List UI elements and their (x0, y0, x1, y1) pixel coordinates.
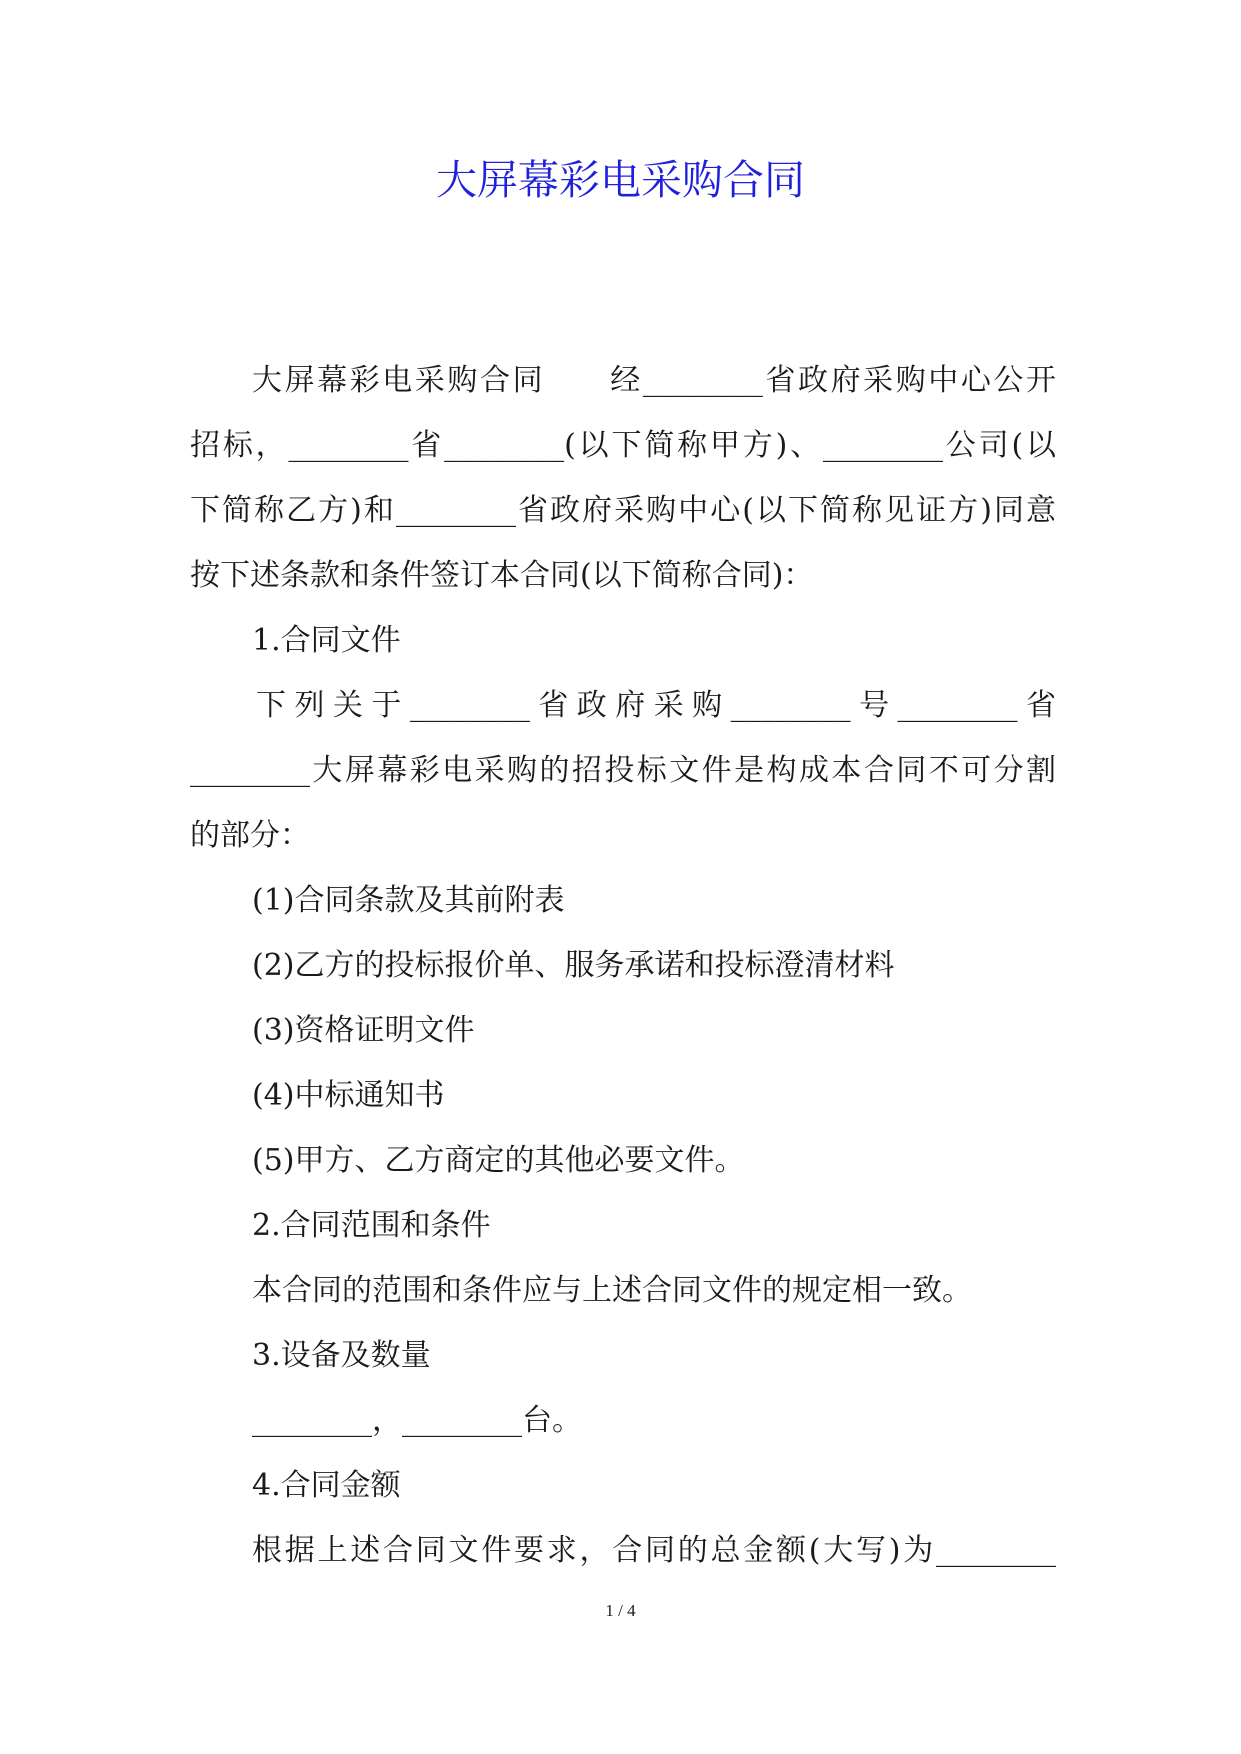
list-item: (2)乙方的投标报价单、服务承诺和投标澄清材料 (252, 948, 895, 983)
body-line: 本合同的范围和条件应与上述合同文件的规定相一致。 (252, 1273, 972, 1308)
section-heading: 1.合同文件 (252, 623, 401, 658)
list-item: (1)合同条款及其前附表 (252, 883, 565, 918)
list-item: (5)甲方、乙方商定的其他必要文件。 (252, 1143, 745, 1178)
section-heading: 3.设备及数量 (252, 1338, 431, 1373)
section-heading: 4.合同金额 (252, 1468, 401, 1503)
body-line: 下简称乙方)和________省政府采购中心(以下简称见证方)同意 (190, 493, 1056, 528)
body-line: 招标，________省________(以下简称甲方)、________公司(以 (190, 428, 1056, 463)
section-heading: 2.合同范围和条件 (252, 1208, 491, 1243)
page-number: 1 / 4 (605, 1601, 636, 1620)
body-line: 大屏幕彩电采购合同 经________省政府采购中心公开 (252, 363, 1056, 398)
document-title: 大屏幕彩电采购合同 (436, 156, 805, 204)
body-line: 按下述条款和条件签订本合同(以下简称合同)： (190, 558, 814, 593)
list-item: (3)资格证明文件 (252, 1013, 475, 1048)
body-line: 的部分： (190, 818, 310, 853)
body-line: ________，________台。 (252, 1403, 582, 1438)
body-line: 根据上述合同文件要求，合同的总金额(大写)为________ (252, 1533, 1056, 1568)
list-item: (4)中标通知书 (252, 1078, 445, 1113)
body-line: ________大屏幕彩电采购的招投标文件是构成本合同不可分割 (190, 753, 1056, 788)
body-line: 下列关于________省政府采购________号________省 (256, 688, 1056, 723)
